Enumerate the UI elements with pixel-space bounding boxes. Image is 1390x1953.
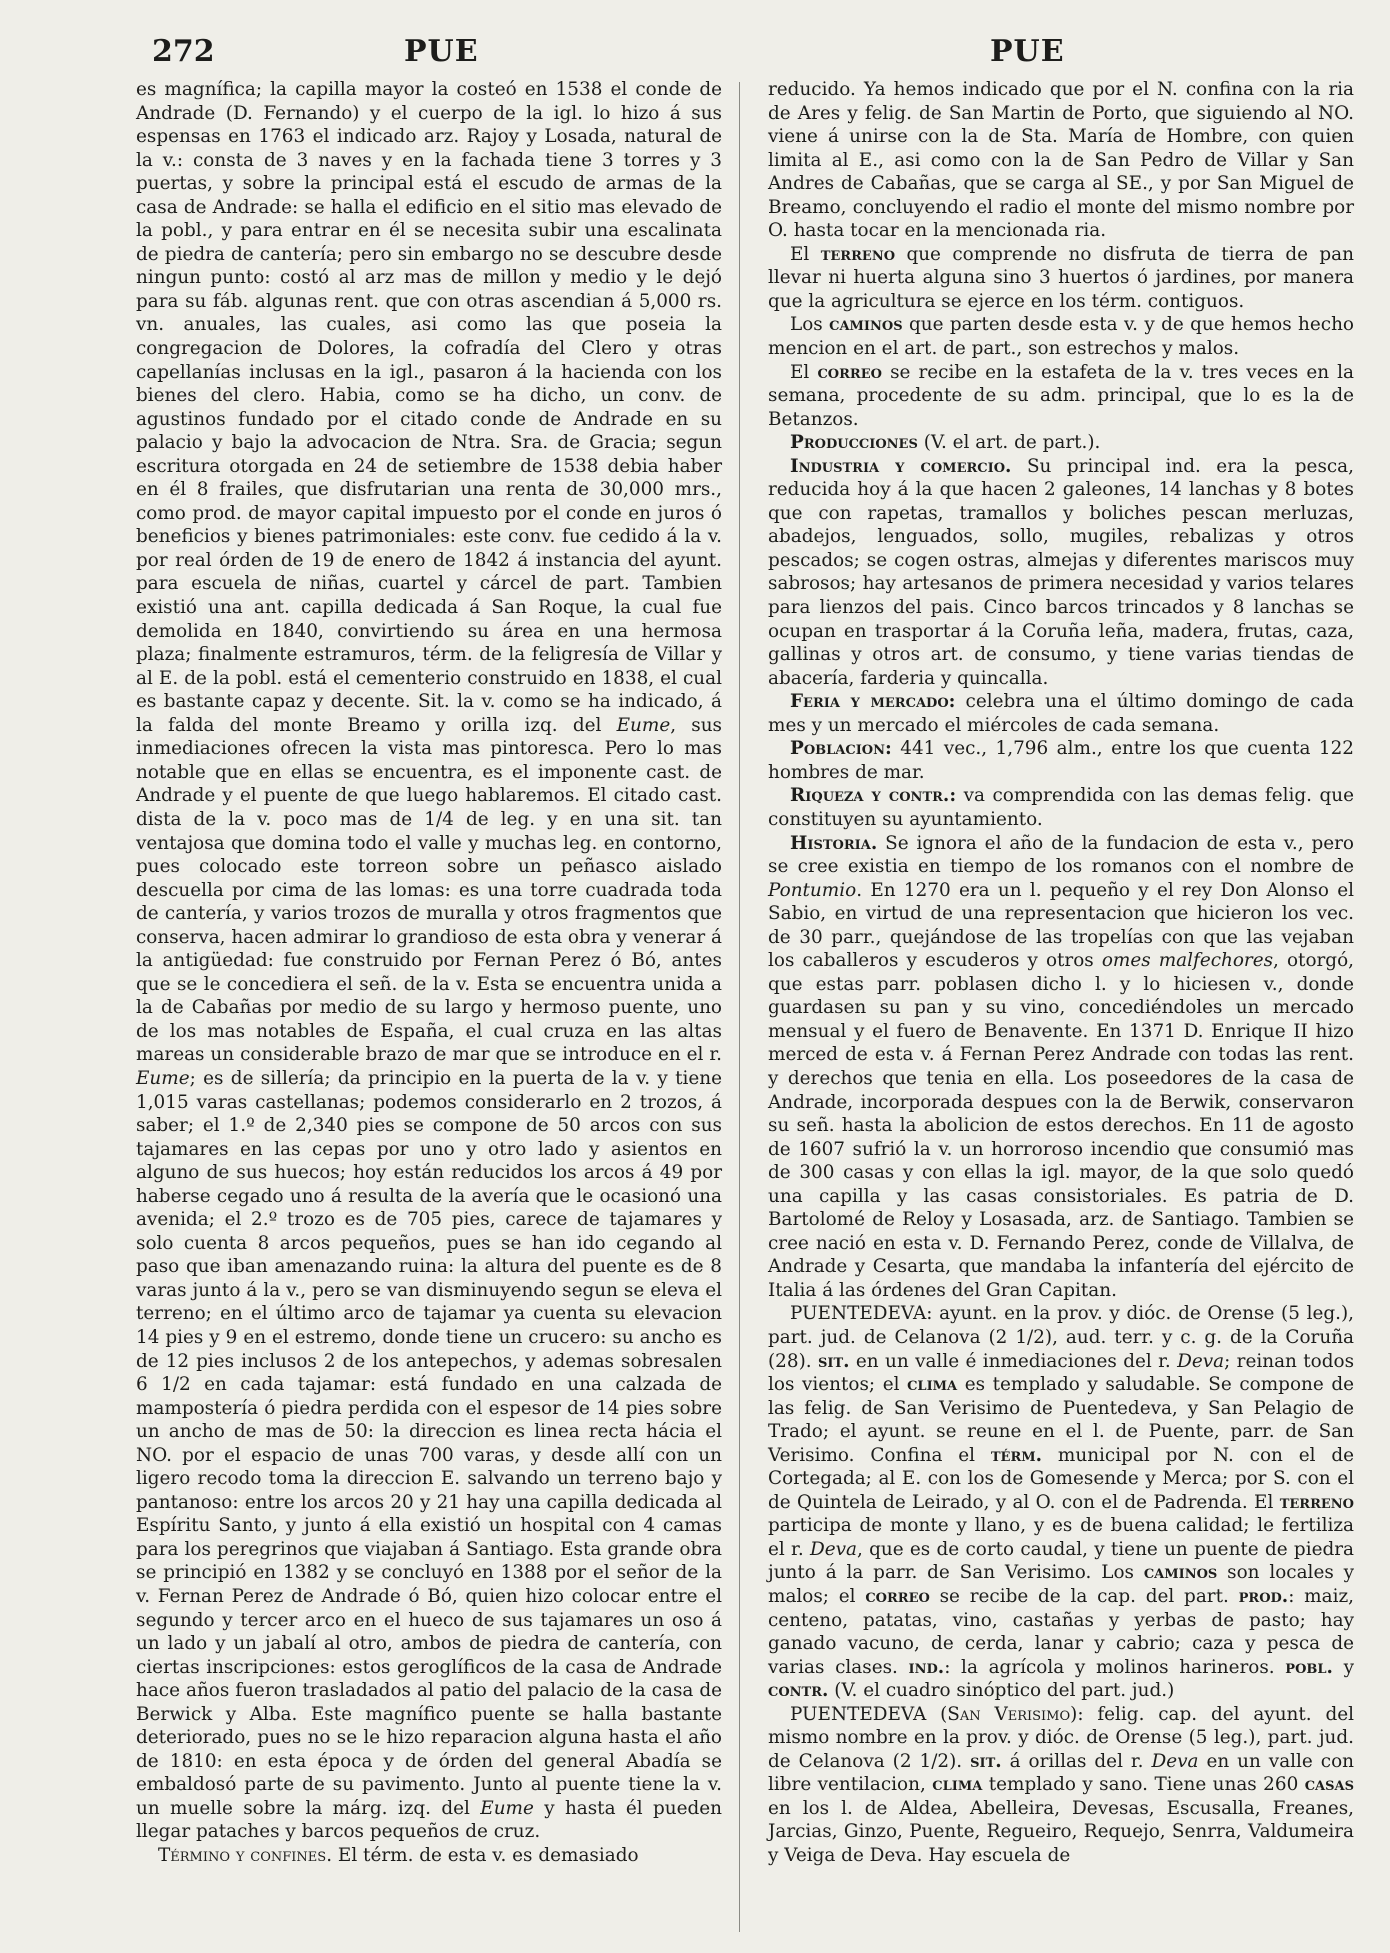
section-heading: Término y confines. [158,1845,333,1867]
section-heading: Riqueza y contr.: [790,785,957,807]
quoted-term: omes malfechores [1101,950,1274,972]
left-column [136,78,722,1868]
section-heading: Industria y comercio. [790,455,1012,477]
river-name: Eume [616,714,671,736]
river-name: Eume [480,1797,534,1819]
correo-paragraph: El correo se recibe en la estafeta de la v. tres veces en la semana, procedente de su adm. principal, que lo es la de Betanzos. [768,361,1355,430]
entry-title: PUENTEDEVA [790,1703,927,1725]
running-head-right: PUE [990,34,1065,69]
caminos-paragraph: Los caminos que parten desde esta v. y de que hemos hecho mencion en el art. de part., son estrechos y malos. [768,314,1354,360]
right-column [768,78,1354,1868]
section-heading: caminos [829,314,903,336]
termino-continuation: reducido. Ya hemos indicado que por el N. confina con la ria de Ares y felig. de San Martin de Porto, que siguiendo al NO. viene á unirse con la de Sta. María de Hombre, con quien limita al E., asi como con la de San Pedro de Villar y San Andres de Cabañas, que se carga al SE., y por San Miguel de Breamo, concluyendo el radio el monte del mismo nombre por O. hasta tocar en la mencionada ria. [768,79,1354,242]
entry-title: PUENTEDEVA: [790,1303,933,1325]
entry-puentedeva-san-verisimo: PUENTEDEVA (San Verisimo): felig. cap. del ayunt. del mismo nombre en la prov. y dióc. de Orense (5 leg.), part. jud. de Celanova (2 1/2). sit. á orillas del r. Deva en un valle con libre ventilacion, clima templado y sano. Tiene unas 260 casas en los l. de Aldea, Abelleira, Devesas, Escusalla, Freanes, Jarcias, Ginzo, Puente, Regueiro, Requejo, Senrra, Valdumeira y Veiga de Deva. Hay escuela de [768,1703,1354,1867]
section-heading: Feria y mercado: [790,691,956,713]
producciones-paragraph: Producciones (V. el art. de part.). [790,432,1101,454]
page-number: 272 [152,34,215,69]
poblacion-paragraph: Poblacion: 441 vec., 1,796 alm., entre los que cuenta 122 hombres de mar. [768,738,1354,783]
section-heading: Historia. [790,832,878,854]
place-name: Pontumio [768,879,857,901]
historia-paragraph: Historia. Se ignora el año de la fundacion de esta v., pero se cree existia en tiempo de los romanos con el nombre de Pontumio. En 1270 era un l. pequeño y el rey Don Alonso el Sabio, en virtud de una representacion que hicieron los vec. de 30 parr., quejándose de las tropelías con que las vejaban los caballeros y escuderos y otros omes malfechores, otorgó, que estas parr. poblasen dicho l. y lo hiciesen v., donde guardasen su pan y su vino, concediéndoles un mercado mensual y el fuero de Benavente. En 1371 D. Enrique II hizo merced de esta v. á Fernan Perez Andrade con todas las rent. y derechos que tenia en ella. Los poseedores de la casa de Andrade, incorporada despues con la de Berwik, conservaron su señ. hasta la abolicion de estos derechos. En 11 de agosto de 1607 sufrió la v. un horroroso incendio que consumió mas de 300 casas y con ellas la igl. mayor, de la que solo quedó una capilla y las casas consistoriales. Es patria de D. Bartolomé de Reloy y Losasada, arz. de Santiago. Tambien se cree nació en esta v. D. Fernando Perez, conde de Villalva, de Andrade y Cesarta, que mandaba la infantería del ejército de Italia á las órdenes del Gran Capitan. [768,832,1354,1301]
entry-puentedeva: PUENTEDEVA: ayunt. en la prov. y dióc. de Orense (5 leg.), part. jud. de Celanova (2 1/2), aud. terr. y c. g. de la Coruña (28). sit. en un valle é inmediaciones del r. Deva; reinan todos los vientos; el clima es templado y saludable. Se compone de las felig. de San Verisimo de Puentedeva, y San Pelagio de Trado; el ayunt. se reune en el l. de Puente, parr. de San Verisimo. Confina el térm. municipal por N. con el de Cortegada; al E. con los de Gomesende y Merca; por S. con el de Quintela de Leirado, y al O. con el de Padrenda. El terreno participa de monte y llano, y es de buena calidad; le fertiliza el r. Deva, que es de corto caudal, y tiene un puente de piedra junto á la parr. de San Verisimo. Los caminos son locales y malos; el correo se recibe de la cap. del part. prod.: maiz, centeno, patatas, vino, castañas y yerbas de pasto; hay ganado vacuno, de cerda, lanar y cabrio; caza y pesca de varias clases. ind.: la agrícola y molinos harineros. pobl. y contr. (V. el cuadro sinóptico del part. jud.) [768,1303,1355,1702]
section-heading: Poblacion: [790,738,892,760]
river-name: Eume [136,1067,190,1089]
termino-paragraph: Término y confines. El térm. de esta v. es demasiado [158,1845,639,1867]
section-heading: correo [817,361,882,383]
terreno-paragraph: El terreno que comprende no disfruta de tierra de pan llevar ni huerta alguna sino 3 huertos ó jardines, por manera que la agricultura se ejerce en los térm. contiguos. [768,243,1354,312]
section-heading: Producciones [790,432,918,454]
industria-paragraph: Industria y comercio. Su principal ind. era la pesca, reducida hoy á la que hacen 2 galeones, 14 lanchas y 8 botes que con rapetas, tramallos y boliches pescan merluzas, abadejos, lenguados, sollo, mugiles, rebalizas y otros pescados; se cogen ostras, almejas y diferentes mariscos muy sabrosos; hay artesanos de primera necesidad y varios telares para lienzos del pais. Cinco barcos trincados y 8 lanchas se ocupan en trasportar á la Coruña leña, madera, frutas, caza, gallinas y otros art. de consumo, y tiene varias tiendas de abacería, farderia y quincalla. [768,455,1354,689]
running-head-left: PUE [404,34,479,69]
left-column-body: es magnífica; la capilla mayor la costeó en 1538 el conde de Andrade (D. Fernando) y el cuerpo de la igl. lo hizo á sus espensas en 1763 el indicado arz. Rajoy y Losada, natural de la v.: consta de 3 naves y en la fachada tiene 3 torres y 3 puertas, y sobre la principal está el escudo de armas de la casa de Andrade: se halla el edificio en el sitio mas elevado de la pobl., y para entrar en él se necesita subir una escalinata de piedra de cantería; pero sin embargo no se descubre desde ningun punto: costó al arz mas de millon y medio y le dejó para su fáb. algunas rent. que con otras ascendian á 5,000 rs. vn. anuales, las cuales, asi como las que poseia la congregacion de Dolores, la cofradía del Clero y otras capellanías inclusas en la igl., pasaron á la hacienda con los bienes del clero. Habia, como se ha dicho, un conv. de agustinos fundado por el citado conde de Andrade en su palacio y bajo la advocacion de Ntra. Sra. de Gracia; segun escritura otorgada en 24 de setiembre de 1538 debia haber en él 8 frailes, que disfrutarian una renta de 30,000 mrs., como prod. de mayor capital impuesto por el conde en juros ó beneficios y bienes patrimoniales: este conv. fue cedido á la v. por real órden de 19 de enero de 1842 á instancia del ayunt. para escuela de niñas, cuartel y cárcel de part. Tambien existió una ant. capilla dedicada á San Roque, la cual fue demolida en 1840, convirtiendo su área en una hermosa plaza; finalmente estramuros, térm. de la feligresía de Villar y al E. de la pobl. está el cementerio construido en 1838, el cual es bastante capaz y decente. Sit. la v. como se ha indicado, á la falda del monte Breamo y orilla izq. del Eume, sus inmediaciones ofrecen la vista mas pintoresca. Pero lo mas notable que en ellas se encuentra, es el imponente cast. de Andrade y el puente de que luego hablaremos. El citado cast. dista de la v. poco mas de 1/4 de leg. y en una sit. tan ventajosa que domina todo el valle y muchas leg. en contorno, pues colocado este torreon sobre un peñasco aislado descuella por cima de las lomas: es una torre cuadrada toda de cantería, y varios trozos de muralla y otros fragmentos que conserva, hacen admirar lo grandioso de esta obra y venerar á la antigüedad: fue construido por Fernan Perez ó Bó, antes que se le concediera el señ. de la v. Esta se encuentra unida a la de Cabañas por medio de su largo y hermoso puente, uno de los mas notables de España, el cual cruza en las altas mareas un considerable brazo de mar que se introduce en el r. Eume; es de sillería; da principio en la puerta de la v. y tiene 1,015 varas castellanas; podemos considerarlo en 2 trozos, á saber; el 1.º de 2,340 pies se compone de 50 arcos con sus tajamares en las cepas por uno y otro lado y asientos en alguno de sus huecos; hoy están reducidos los arcos á 49 por haberse cegado uno á resulta de la avería que le ocasionó una avenida; el 2.º trozo es de 705 pies, carece de tajamares y solo cuenta 8 arcos pequeños, pues se han ido cegando al paso que iban amenazando ruina: la altura del puente es de 8 varas junto á la v., pero se van disminuyendo segun se eleva el terreno; en el último arco de tajamar ya cuenta su elevacion 14 pies y 9 en el estremo, donde tiene un crucero: su ancho es de 12 pies inclusos 2 de los antepechos, y ademas sobresalen 6 1/2 en cada tajamar: está fundado en una calzada de mampostería ó piedra perdida con el espesor de 14 pies sobre un ancho de mas de 50: la direccion es linea recta hácia el NO. por el espacio de unas 700 varas, y desde allí con un ligero recodo toma la direccion E. salvando un terreno bajo y pantanoso: entre los arcos 20 y 21 hay una capilla dedicada al Espíritu Santo, y junto á ella existió un hospital con 4 camas para los peregrinos que viajaban á Santiago. Esta grande obra se principió en 1382 y se concluyó en 1388 por el señor de la v. Fernan Perez de Andrade ó Bó, quien hizo colocar entre el segundo y tercer arco en el hueco de sus tajamares un oso á un lado y un jabalí al otro, ambos de piedra de cantería, con ciertas inscripciones: estos geroglíficos de la casa de Andrade hace años fueron trasladados al patio del palacio de la casa de Berwick y Alba. Este magnífico puente se halla bastante deteriorado, pues no se le hizo reparacion alguna hasta el año de 1810: en esta época y de órden del general Abadía se embaldosó parte de su pavimento. Junto al puente tiene la v. un muelle sobre la márg. izq. del Eume y hasta él pueden llegar pataches y barcos pequeños de cruz. [136,79,722,1843]
feria-paragraph: Feria y mercado: celebra una el último domingo de cada mes y un mercado el miércoles de cada semana. [768,691,1354,736]
section-heading: terreno [820,243,896,265]
riqueza-paragraph: Riqueza y contr.: va comprendida con las demas felig. que constituyen su ayuntamiento. [768,785,1354,830]
column-divider [739,82,740,1932]
